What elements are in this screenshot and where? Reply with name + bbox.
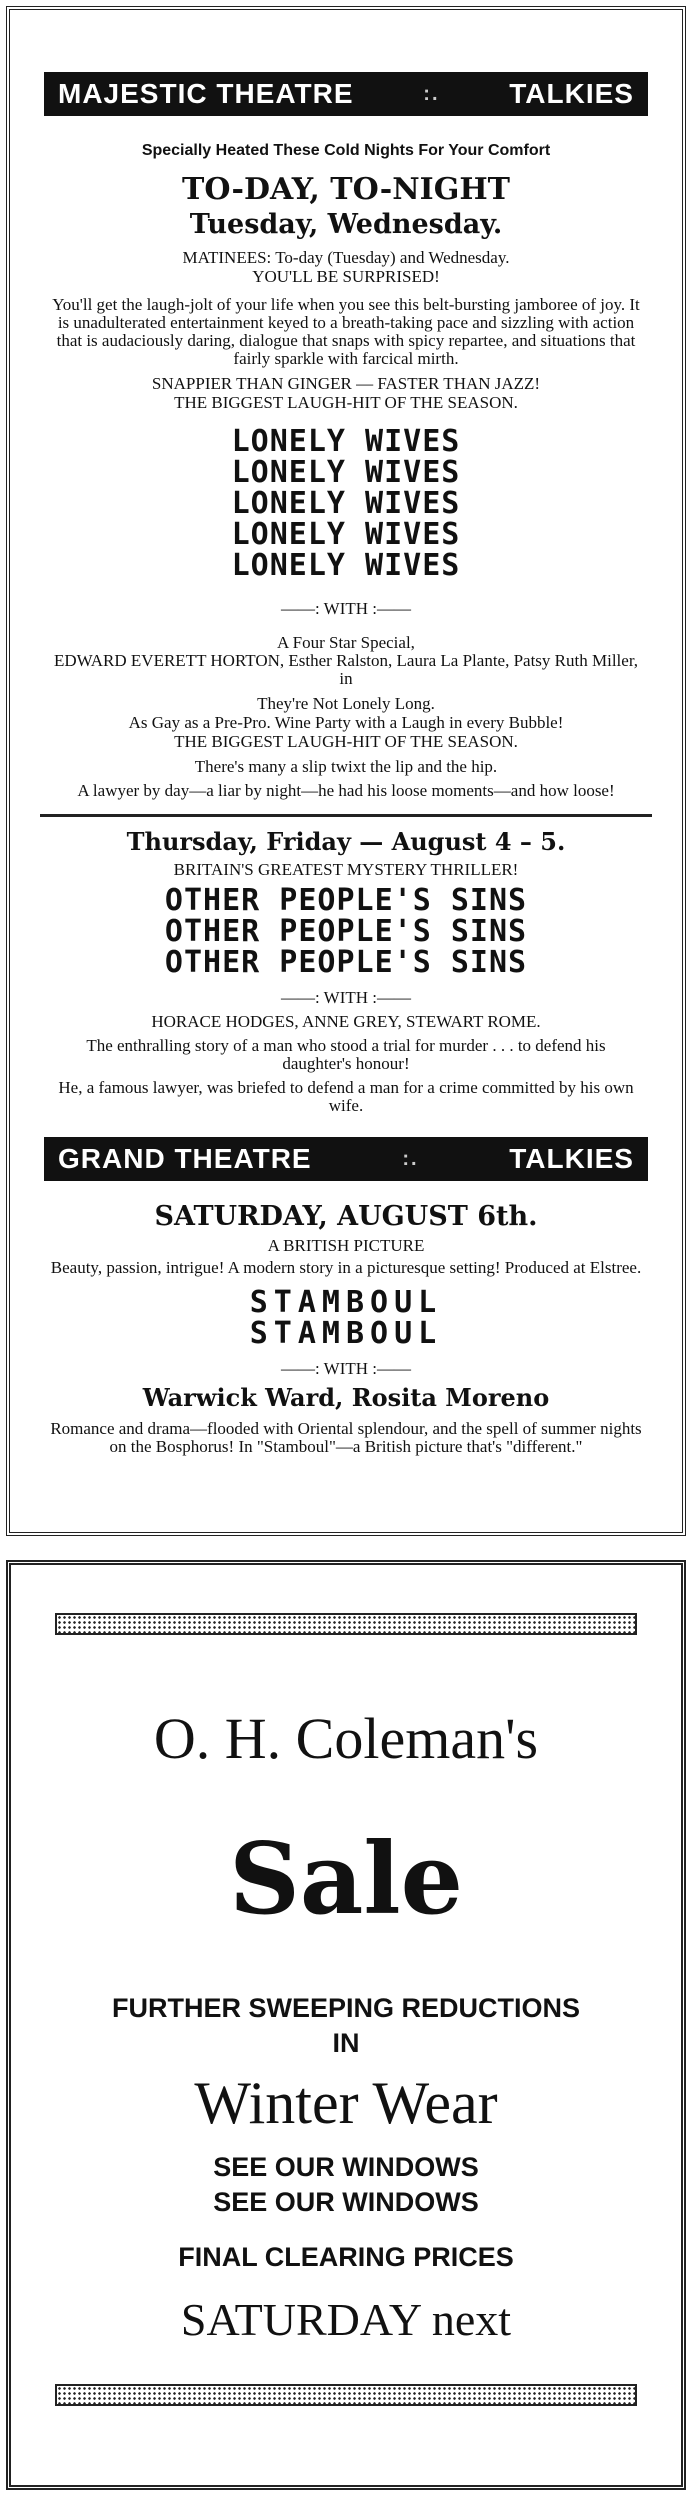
banner-right: TALKIES — [509, 78, 634, 109]
story: The enthralling story of a man who stood a trial for murder . . . to defend his daughter's honour! — [86, 1036, 606, 1073]
beauty: Beauty, passion, intrigue! A modern story in a picturesque setting! Produced at Elstree. — [50, 1258, 642, 1277]
other-peoples-sins-block — [10, 885, 682, 978]
film-title: STAMBOUL — [249, 1285, 443, 1320]
coleman-sale-ad — [6, 1560, 686, 2490]
biggest-hit-2: THE BIGGEST LAUGH-HIT OF THE SEASON. — [174, 732, 518, 751]
with-label: ——: WITH :—— — [280, 988, 411, 1007]
heated-note: Specially Heated These Cold Nights For Your Comfort — [141, 142, 551, 159]
surprised: YOU'LL BE SURPRISED! — [252, 267, 440, 286]
grand-date: SATURDAY, AUGUST 6th. — [154, 1201, 538, 1232]
stamboul-block — [10, 1287, 682, 1349]
banner-mid: :. — [402, 1147, 419, 1170]
thursday-date: Thursday, Friday — August 4 – 5. — [126, 827, 566, 856]
dotted-border-bottom — [55, 2384, 637, 2406]
film-title: OTHER PEOPLE'S SINS — [164, 914, 528, 949]
film-title: LONELY WIVES — [231, 455, 461, 490]
final-clearing: FINAL CLEARING PRICES — [178, 2242, 514, 2272]
banner-mid: :. — [423, 82, 440, 105]
romance: Romance and drama—flooded with Oriental splendour, and the spell of summer nights on the Bosphorus! In "Stamboul"—a British picture that's "different." — [50, 1419, 642, 1456]
banner-left: MAJESTIC THEATRE — [58, 78, 354, 109]
film-title: STAMBOUL — [249, 1316, 443, 1351]
film-title: LONELY WIVES — [231, 548, 461, 583]
today-heading: TO-DAY, TO-NIGHT — [182, 172, 510, 207]
slip: There's many a slip twixt the lip and the hip. — [194, 757, 498, 776]
in-label: IN — [332, 2028, 360, 2058]
winter-wear: Winter Wear — [194, 2070, 498, 2136]
snappier: SNAPPIER THAN GINGER — FASTER THAN JAZZ! — [151, 374, 541, 393]
cast: HORACE HODGES, ANNE GREY, STEWART ROME. — [151, 1012, 541, 1031]
majestic-theatre-ad — [6, 6, 686, 1536]
with-label: ——: WITH :—— — [280, 1359, 411, 1378]
four-star: A Four Star Special, — [277, 633, 415, 652]
dotted-border-top — [55, 1613, 637, 1635]
store-name: O. H. Coleman's — [153, 1706, 539, 1771]
saturday-next: SATURDAY next — [180, 2294, 512, 2345]
gay: As Gay as a Pre-Pro. Wine Party with a Laugh in every Bubble! — [128, 713, 564, 732]
see-windows: SEE OUR WINDOWS — [213, 2187, 479, 2217]
not-lonely: They're Not Lonely Long. — [257, 694, 435, 713]
banner-left: GRAND THEATRE — [58, 1143, 312, 1174]
blurb: You'll get the laugh-jolt of your life when you see this belt-bursting jamboree of joy. It is unadulterated entertainment keyed to a breath-taking pace and sizzling with action that is audaciously daring, dialogue that snaps with spicy repartee, and situations that fairly sparkle with farcical mirth. — [52, 295, 640, 368]
matinees: MATINEES: To-day (Tuesday) and Wednesday. — [182, 248, 510, 267]
grand-banner — [44, 1137, 648, 1181]
see-windows: SEE OUR WINDOWS — [213, 2152, 479, 2182]
film-title: LONELY WIVES — [231, 517, 461, 552]
british-picture: A BRITISH PICTURE — [267, 1236, 425, 1255]
sale-heading: Sale — [229, 1822, 463, 1937]
film-title: OTHER PEOPLE'S SINS — [164, 883, 528, 918]
thriller: BRITAIN'S GREATEST MYSTERY THRILLER! — [173, 860, 519, 879]
film-title: LONELY WIVES — [231, 486, 461, 521]
days-heading: Tuesday, Wednesday. — [189, 209, 503, 240]
lawyer-story: He, a famous lawyer, was briefed to defend a man for a crime committed by his own wife. — [58, 1078, 634, 1115]
biggest-hit: THE BIGGEST LAUGH-HIT OF THE SEASON. — [174, 393, 518, 412]
stars: Warwick Ward, Rosita Moreno — [142, 1383, 550, 1412]
cast: EDWARD EVERETT HORTON, Esther Ralston, Laura La Plante, Patsy Ruth Miller, in — [53, 651, 639, 688]
divider — [40, 814, 652, 817]
banner-right: TALKIES — [509, 1143, 634, 1174]
film-title: OTHER PEOPLE'S SINS — [164, 945, 528, 980]
with-label: ——: WITH :—— — [280, 599, 411, 618]
lawyer-line: A lawyer by day—a liar by night—he had his loose moments—and how loose! — [77, 781, 615, 800]
majestic-banner — [44, 72, 648, 116]
film-title: LONELY WIVES — [231, 424, 461, 459]
further-reductions: FURTHER SWEEPING REDUCTIONS — [111, 1993, 581, 2023]
lonely-wives-block — [10, 426, 682, 581]
